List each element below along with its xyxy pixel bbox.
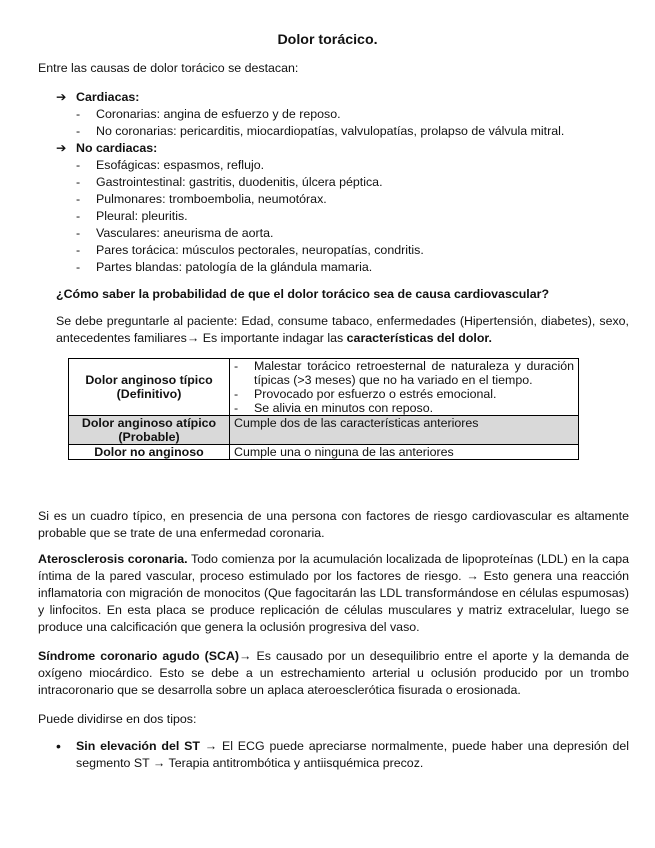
question-heading: ¿Cómo saber la probabilidad de que el dolor torácico sea de causa cardiovascular? bbox=[56, 287, 550, 301]
table-row bbox=[69, 445, 579, 460]
page-title: Dolor torácico. bbox=[277, 32, 378, 48]
list-item: - Partes blandas: patología de la glándula mamaria. bbox=[76, 260, 373, 274]
list-item: - Pares torácica: músculos pectorales, neuropatías, condritis. bbox=[76, 243, 424, 257]
patient-questions-paragraph: Se debe preguntarle al paciente: Edad, consume tabaco, enfermedades (Hipertensión, diabetes), sexo, antecedentes familiares→ Es importante indagar las características del dolor. bbox=[56, 314, 629, 345]
category-no-cardiacas bbox=[56, 140, 616, 157]
category-label: Cardiacas: bbox=[76, 90, 140, 104]
list-item: - Malestar torácico retroesternal de naturaleza y duración típicas (>3 meses) que no ha variado en el tiempo. bbox=[234, 359, 574, 387]
table-cell: Cumple una o ninguna de las anteriores bbox=[230, 445, 579, 460]
list-item: - Pleural: pleuritis. bbox=[76, 209, 188, 223]
table-row-head: Dolor anginoso atípico (Probable) bbox=[69, 416, 230, 445]
category-cardiacas bbox=[56, 89, 616, 106]
arrow-icon: ➔ bbox=[56, 90, 67, 104]
table-row bbox=[69, 359, 579, 416]
list-item: - Coronarias: angina de esfuerzo y de reposo. bbox=[76, 107, 341, 121]
list-item: - No coronarias: pericarditis, miocardiopatías, valvulopatías, prolapso de válvula mitral. bbox=[76, 124, 565, 138]
sca-paragraph: Síndrome coronario agudo (SCA)→ Es causado por un desequilibrio entre el aporte y la demanda de oxígeno miocárdico. Esto se debe a un estrechamiento arterial u oclusión producido por un trombo intracoronario que se desarrolla sobre un aplaca ateroesclerótica fisurada o erosionada. bbox=[38, 649, 629, 697]
aterosclerosis-paragraph: Aterosclerosis coronaria. Todo comienza por la acumulación localizada de lipoproteínas (LDL) en la capa íntima de la pared vascular, proceso estimulado por los factores de riesgo. → Esto genera una reacción inflamatoria con migración de monocitos (Que fagocitarán las LDL transformándose en células espumosas) y linfocitos. En esta placa se produce replicación de células musculares y matriz extracelular, luego se produce una calcificación que genera la oclusión progresiva del vaso. bbox=[38, 552, 629, 634]
table-cell: Cumple dos de las características anteriores bbox=[230, 416, 579, 445]
category-label: No cardiacas: bbox=[76, 141, 158, 155]
bullet-icon: • bbox=[56, 738, 61, 754]
types-paragraph: Puede dividirse en dos tipos: bbox=[38, 712, 197, 726]
table-cell bbox=[230, 359, 579, 416]
list-item: - Gastrointestinal: gastritis, duodenitis, úlcera péptica. bbox=[76, 175, 383, 189]
list-item: - Pulmonares: tromboembolia, neumotórax. bbox=[76, 192, 327, 206]
table-row bbox=[69, 416, 579, 445]
typical-case-paragraph: Si es un cuadro típico, en presencia de una persona con factores de riesgo cardiovascular es altamente probable que se trate de una enfermedad coronaria. bbox=[38, 509, 629, 540]
list-item: - Vasculares: aneurisma de aorta. bbox=[76, 226, 274, 240]
arrow-icon: ➔ bbox=[56, 141, 67, 155]
bullet-item: • Sin elevación del ST → El ECG puede apreciarse normalmente, puede haber una depresión del segmento ST → Terapia antitrombótica y antiisquémica precoz. bbox=[56, 738, 629, 770]
causes-list bbox=[56, 89, 616, 276]
angina-table bbox=[68, 358, 579, 460]
list-item: - Provocado por esfuerzo o estrés emocional. bbox=[234, 387, 497, 401]
table-row-head: Dolor anginoso típico (Definitivo) bbox=[69, 359, 230, 416]
intro-paragraph: Entre las causas de dolor torácico se destacan: bbox=[38, 61, 299, 75]
table-row-head: Dolor no anginoso bbox=[69, 445, 230, 460]
list-item: - Esofágicas: espasmos, reflujo. bbox=[76, 158, 265, 172]
list-item: - Se alivia en minutos con reposo. bbox=[234, 401, 434, 415]
